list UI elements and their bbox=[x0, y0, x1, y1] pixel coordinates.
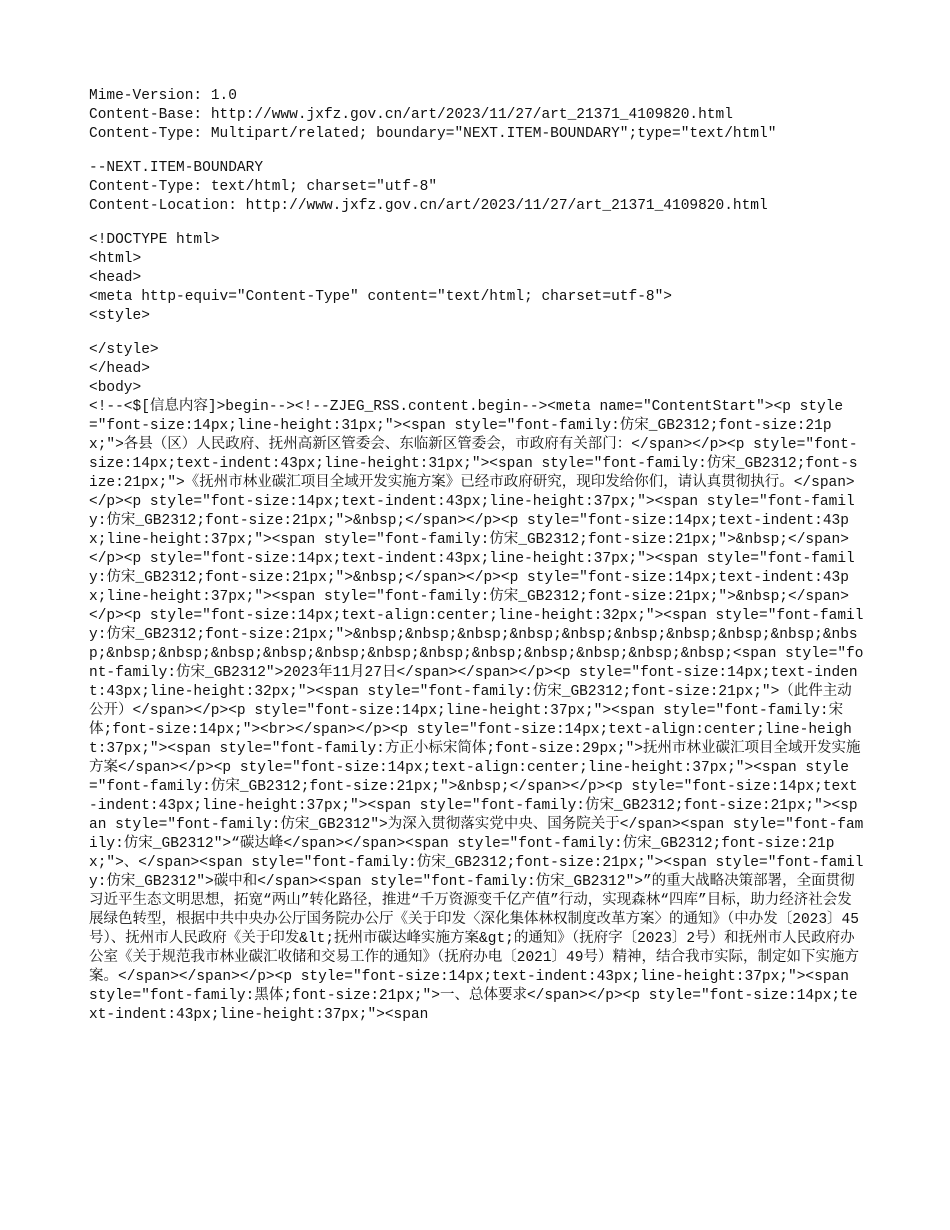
boundary-line: --NEXT.ITEM-BOUNDARY bbox=[89, 160, 264, 176]
html-open-line: <html> bbox=[89, 251, 142, 267]
doctype-line: <!DOCTYPE html> bbox=[89, 232, 220, 248]
part-content-type-line: Content-Type: text/html; charset="utf-8" bbox=[89, 179, 438, 195]
style-close-line: </style> bbox=[89, 342, 159, 358]
spacer bbox=[89, 144, 864, 159]
style-open-line: <style> bbox=[89, 308, 150, 324]
head-open-line: <head> bbox=[89, 270, 142, 286]
body-open-line: <body> bbox=[89, 380, 142, 396]
document-page bbox=[89, 87, 864, 1025]
content-base-line: Content-Base: http://www.jxfz.gov.cn/art/2023/11/27/art_21371_4109820.html bbox=[89, 107, 733, 123]
spacer bbox=[89, 326, 864, 341]
content-location-line: Content-Location: http://www.jxfz.gov.cn/art/2023/11/27/art_21371_4109820.html bbox=[89, 198, 768, 214]
head-close-line: </head> bbox=[89, 361, 150, 377]
content-type-line: Content-Type: Multipart/related; boundary="NEXT.ITEM-BOUNDARY";type="text/html" bbox=[89, 126, 777, 142]
body-source-text: <!--<$[信息内容]>begin--><!--ZJEG_RSS.content.begin--><meta name="ContentStart"><p style="font-size:14px;line-height:31px;"><span style="font-family:仿宋_GB2312;font-size:21px;">各县（区）人民政府、抚州高新区管委会、东临新区管委会，市政府有关部门：</span></p><p style="font-size:14px;text-indent:43px;line-height:31px;"><span style="font-family:仿宋_GB2312;font-size:21px;">《抚州市林业碳汇项目全域开发实施方案》已经市政府研究，现印发给你们，请认真贯彻执行。</span></p><p style="font-size:14px;text-indent:43px;line-height:37px;"><span style="font-family:仿宋_GB2312;font-size:21px;">&nbsp;</span></p><p style="font-size:14px;text-indent:43px;line-height:37px;"><span style="font-family:仿宋_GB2312;font-size:21px;">&nbsp;</span></p><p style="font-size:14px;text-indent:43px;line-height:37px;"><span style="font-family:仿宋_GB2312;font-size:21px;">&nbsp;</span></p><p style="font-size:14px;text-indent:43px;line-height:37px;"><span style="font-family:仿宋_GB2312;font-size:21px;">&nbsp;</span></p><p style="font-size:14px;text-align:center;line-height:32px;"><span style="font-family:仿宋_GB2312;font-size:21px;">&nbsp;&nbsp;&nbsp;&nbsp;&nbsp;&nbsp;&nbsp;&nbsp;&nbsp;&nbsp;&nbsp;&nbsp;&nbsp;&nbsp;&nbsp;&nbsp;&nbsp;&nbsp;&nbsp;&nbsp;&nbsp;&nbsp;<span style="font-family:仿宋_GB2312">2023年11月27日</span></span></p><p style="font-size:14px;text-indent:43px;line-height:32px;"><span style="font-family:仿宋_GB2312;font-size:21px;">（此件主动公开）</span></p><p style="font-size:14px;line-height:37px;"><span style="font-family:宋体;font-size:14px;"><br></span></p><p style="font-size:14px;text-align:center;line-height:37px;"><span style="font-family:方正小标宋简体;font-size:29px;">抚州市林业碳汇项目全域开发实施方案</span></p><p style="font-size:14px;text-align:center;line-height:37px;"><span style="font-family:仿宋_GB2312;font-size:21px;">&nbsp;</span></p><p style="font-size:14px;text-indent:43px;line-height:37px;"><span style="font-family:仿宋_GB2312;font-size:21px;"><span style="font-family:仿宋_GB2312">为深入贯彻落实党中央、国务院关于</span><span style="font-family:仿宋_GB2312">“碳达峰</span></span><span style="font-family:仿宋_GB2312;font-size:21px;">、</span><span style="font-family:仿宋_GB2312;font-size:21px;"><span style="font-family:仿宋_GB2312">碳中和</span><span style="font-family:仿宋_GB2312">”的重大战略决策部署，全面贯彻习近平生态文明思想，拓宽“两山”转化路径，推进“千万资源变千亿产值”行动，实现森林“四库”目标，助力经济社会发展绿色转型，根据中共中央办公厅国务院办公厅《关于印发〈深化集体林权制度改革方案〉的通知》（中办发〔2023〕45号）、抚州市人民政府《关于印发&lt;抚州市碳达峰实施方案&gt;的通知》（抚府字〔2023〕2号）和抚州市人民政府办公室《关于规范我市林业碳汇收储和交易工作的通知》（抚府办电〔2021〕49号）精神，结合我市实际，制定如下实施方案。</span></span></p><p style="font-size:14px;text-indent:43px;line-height:37px;"><span style="font-family:黑体;font-size:21px;">一、总体要求</span></p><p style="font-size:14px;text-indent:43px;line-height:37px;"><span bbox=[89, 399, 864, 1023]
meta-line: <meta http-equiv="Content-Type" content="text/html; charset=utf-8"> bbox=[89, 289, 672, 305]
spacer bbox=[89, 216, 864, 231]
mime-version-line: Mime-Version: 1.0 bbox=[89, 88, 237, 104]
